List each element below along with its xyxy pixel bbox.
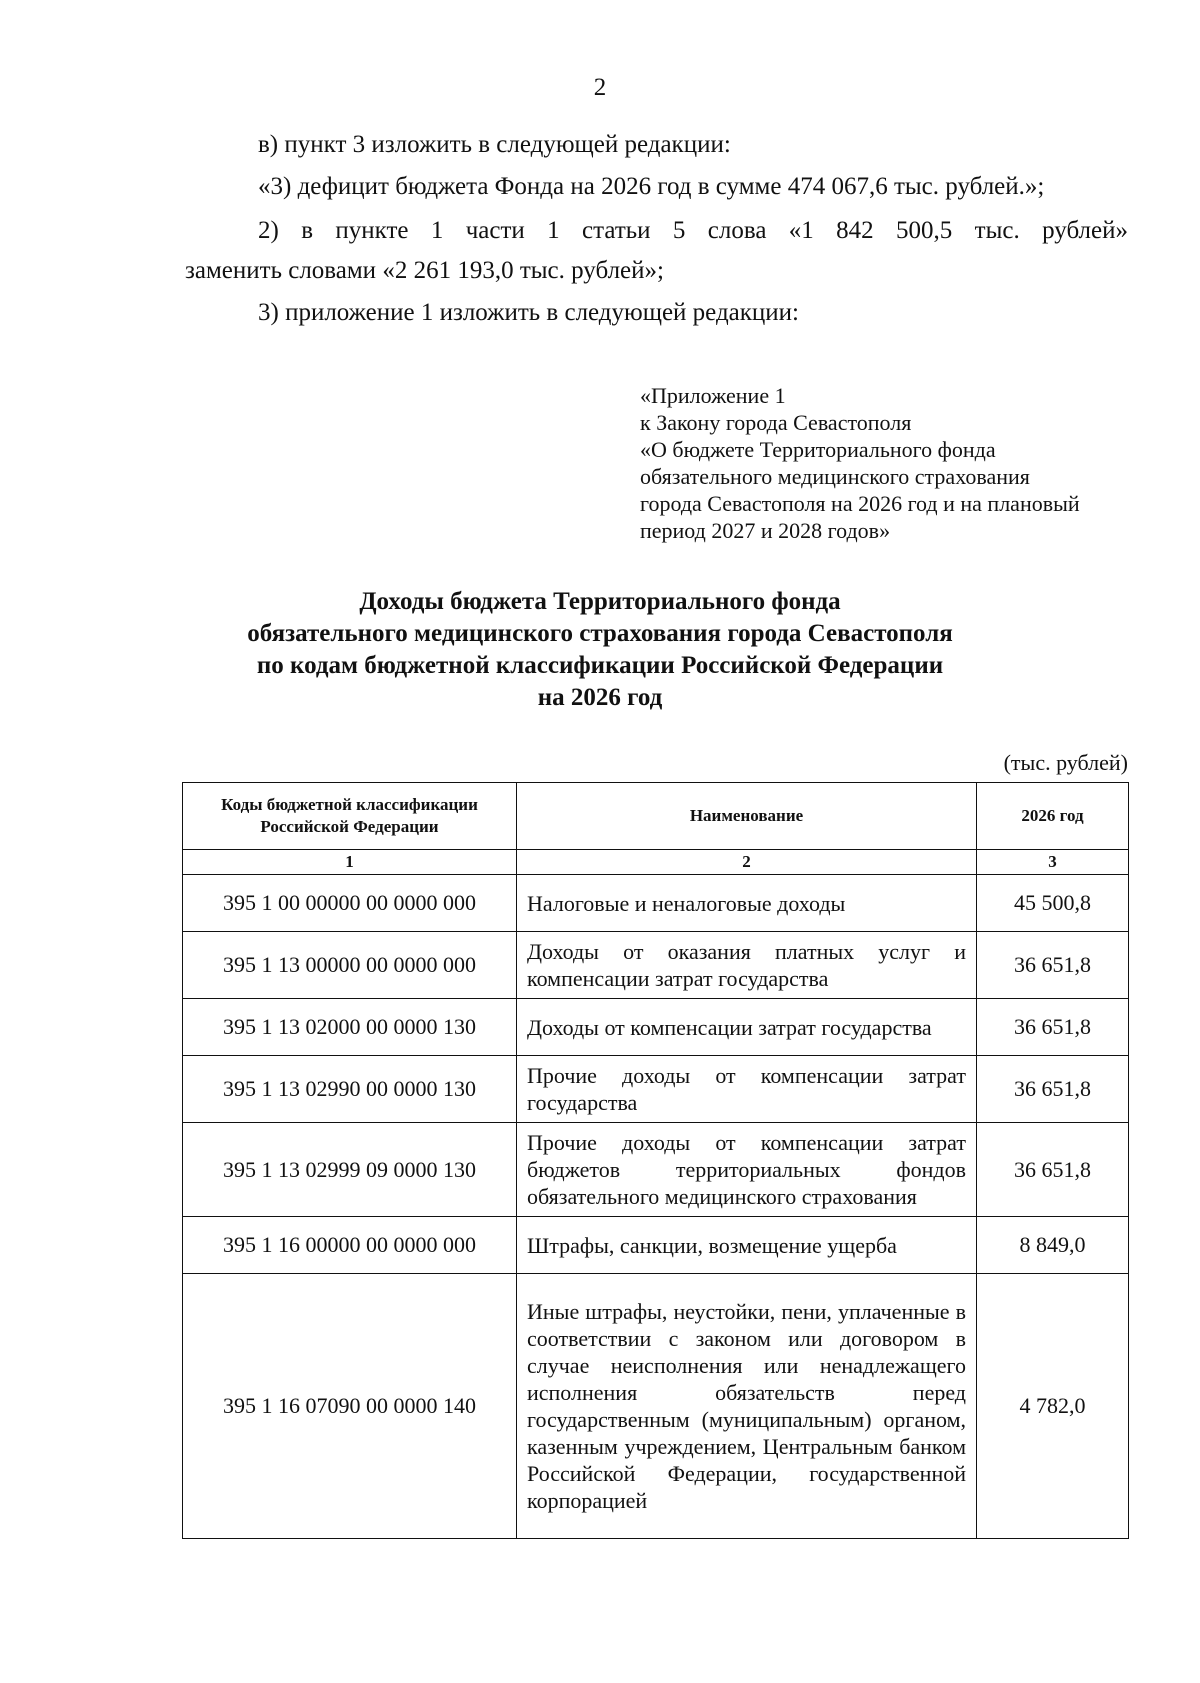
table-row xyxy=(183,1056,1129,1123)
row-code: 395 1 16 07090 00 0000 140 xyxy=(183,1274,517,1539)
table-row xyxy=(183,875,1129,932)
appendix-header xyxy=(640,382,1080,544)
row-code: 395 1 13 02990 00 0000 130 xyxy=(183,1056,517,1123)
row-amount: 36 651,8 xyxy=(977,1056,1129,1123)
row-code: 395 1 13 02999 09 0000 130 xyxy=(183,1123,517,1217)
paragraph-item-2-line2: заменить словами «2 261 193,0 тыс. рублей»; xyxy=(185,257,664,284)
table-row xyxy=(183,1123,1129,1217)
appendix-line: к Закону города Севастополя xyxy=(640,410,912,435)
units-label: (тыс. рублей) xyxy=(1003,750,1128,775)
row-name: Прочие доходы от компенсации затрат бюджетов территориальных фондов обязательного медицинского страхования xyxy=(517,1123,977,1217)
header-year: 2026 год xyxy=(977,783,1129,850)
row-code: 395 1 13 00000 00 0000 000 xyxy=(183,932,517,999)
appendix-line: города Севастополя на 2026 год и на плановый xyxy=(640,491,1080,516)
header-name: Наименование xyxy=(517,783,977,850)
row-code: 395 1 13 02000 00 0000 130 xyxy=(183,999,517,1056)
appendix-line: период 2027 и 2028 годов» xyxy=(640,518,891,543)
row-amount: 45 500,8 xyxy=(977,875,1129,932)
title-line: Доходы бюджета Территориального фонда xyxy=(359,588,841,615)
row-name: Иные штрафы, неустойки, пени, уплаченные в соответствии с законом или договором в случае неисполнения или ненадлежащего исполнения обязательств перед государственным (муниципальным) органом, казенным учреждением, Центральным банком Российской Федерации, государственной корпорацией xyxy=(517,1274,977,1539)
column-number: 2 xyxy=(517,850,977,875)
header-code: Коды бюджетной классификации Российской Федерации xyxy=(183,783,517,850)
paragraph-deficit: «3) дефицит бюджета Фонда на 2026 год в сумме 474 067,6 тыс. рублей.»; xyxy=(258,173,1045,200)
paragraph-item-3: 3) приложение 1 изложить в следующей редакции: xyxy=(258,299,799,326)
table-header-row xyxy=(183,783,1129,850)
table-row xyxy=(183,1274,1129,1539)
paragraph-item-v: в) пункт 3 изложить в следующей редакции: xyxy=(258,131,731,158)
row-code: 395 1 00 00000 00 0000 000 xyxy=(183,875,517,932)
row-name: Доходы от компенсации затрат государства xyxy=(517,999,977,1056)
document-title xyxy=(0,586,1200,714)
column-number-row xyxy=(183,850,1129,875)
row-amount: 36 651,8 xyxy=(977,932,1129,999)
row-code: 395 1 16 00000 00 0000 000 xyxy=(183,1217,517,1274)
title-line: на 2026 год xyxy=(537,684,663,711)
table-row xyxy=(183,999,1129,1056)
column-number: 3 xyxy=(977,850,1129,875)
row-name: Прочие доходы от компенсации затрат государства xyxy=(517,1056,977,1123)
appendix-line: обязательного медицинского страхования xyxy=(640,464,1030,489)
page-number: 2 xyxy=(593,74,607,101)
row-amount: 8 849,0 xyxy=(977,1217,1129,1274)
row-name: Налоговые и неналоговые доходы xyxy=(517,875,977,932)
row-name: Штрафы, санкции, возмещение ущерба xyxy=(517,1217,977,1274)
table-row xyxy=(183,932,1129,999)
table-row xyxy=(183,1217,1129,1274)
title-line: по кодам бюджетной классификации Российской Федерации xyxy=(256,652,944,679)
row-amount: 36 651,8 xyxy=(977,1123,1129,1217)
paragraph-item-2-line1: 2) в пункте 1 части 1 статьи 5 слова «1 842 500,5 тыс. рублей» xyxy=(258,217,1128,244)
appendix-line: «Приложение 1 xyxy=(640,383,786,408)
income-table xyxy=(182,782,1129,1539)
row-amount: 36 651,8 xyxy=(977,999,1129,1056)
column-number: 1 xyxy=(183,850,517,875)
row-amount: 4 782,0 xyxy=(977,1274,1129,1539)
appendix-line: «О бюджете Территориального фонда xyxy=(640,437,996,462)
title-line: обязательного медицинского страхования города Севастополя xyxy=(247,620,953,647)
row-name: Доходы от оказания платных услуг и компенсации затрат государства xyxy=(517,932,977,999)
